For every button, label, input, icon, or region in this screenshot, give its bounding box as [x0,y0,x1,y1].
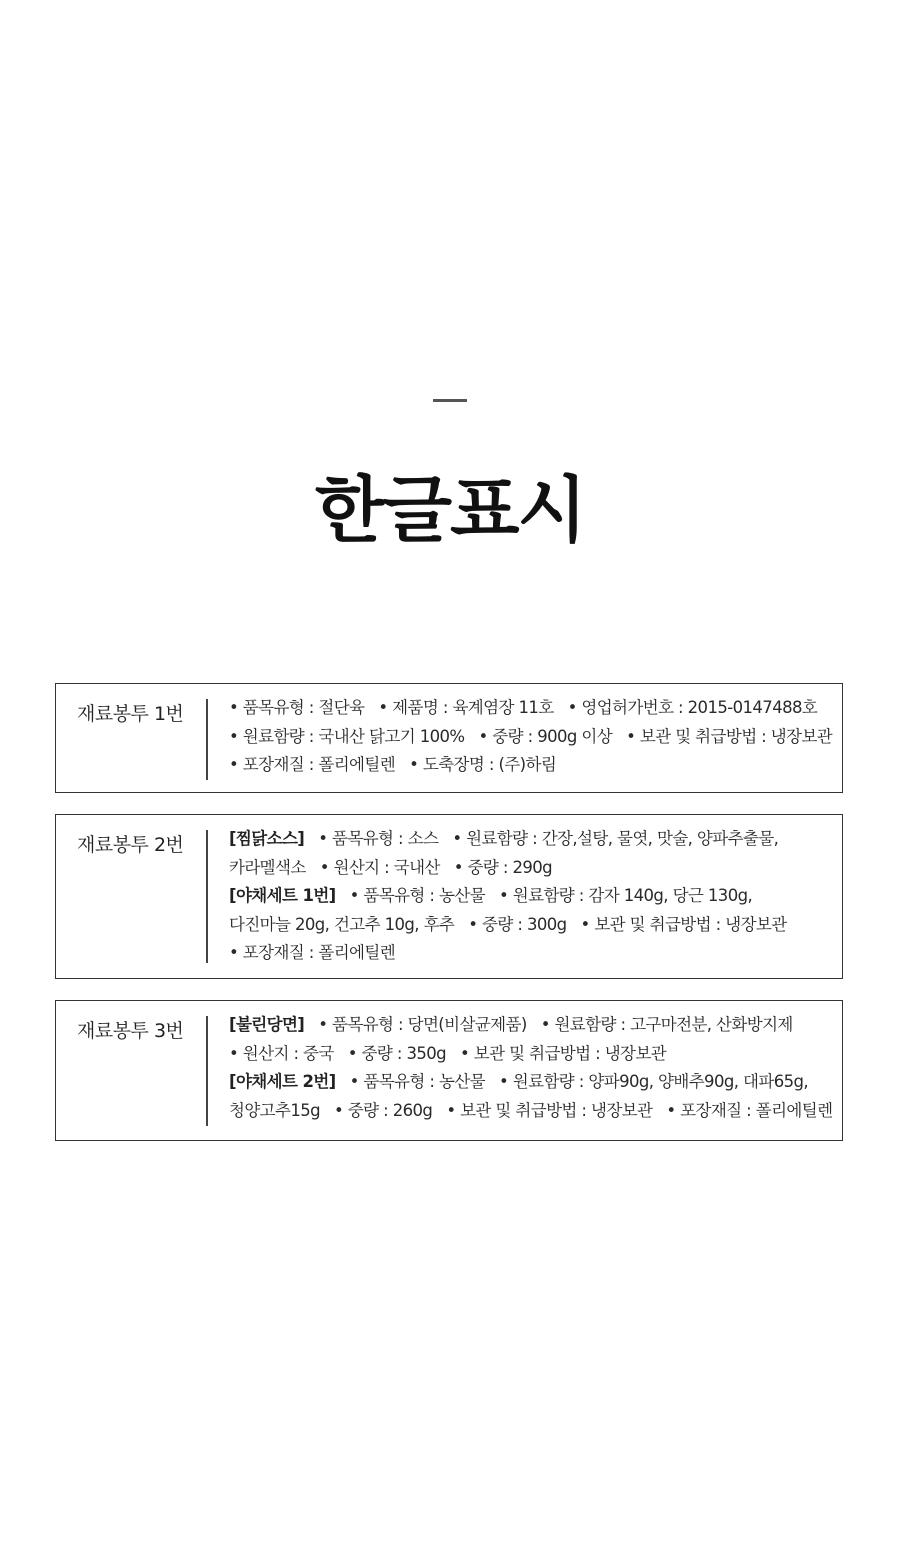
info-line [229,1011,838,1040]
info-item: • 중량 : 300g [468,914,567,934]
info-item: • 원료함량 : 감자 140g, 당근 130g, [499,886,753,905]
box-label: 재료봉투 2번 [77,834,184,856]
info-line [229,882,838,911]
box-lines [229,1011,838,1125]
info-item: • 보관 및 취급방법 : 냉장보관 [626,726,833,746]
box-divider [206,830,208,963]
info-item: • 제품명 : 육계염장 11호 [378,698,554,717]
sub-item-heading: [찜닭소스] [229,829,305,848]
info-item: • 원료함량 : 간장,설탕, 물엿, 맛술, 양파추출물, [452,829,779,848]
box-label: 재료봉투 1번 [77,703,184,725]
info-line [229,1068,838,1097]
ingredient-box-1 [55,683,843,793]
info-item: • 원료함량 : 국내산 닭고기 100% [229,726,465,746]
ingredient-box-2 [55,814,843,979]
box-divider [206,1016,208,1126]
info-item: • 원료함량 : 양파90g, 양배추90g, 대파65g, [499,1072,809,1091]
info-line [229,751,838,780]
info-item: • 원료함량 : 고구마전분, 산화방지제 [540,1015,793,1034]
page-title: 한글표시 [314,468,586,552]
box-lines [229,694,838,780]
info-item: • 영업허가번호 : 2015-0147488호 [567,698,818,717]
info-item: • 보관 및 취급방법 : 냉장보관 [446,1100,653,1120]
sub-item-heading: [야채세트 2번] [229,1072,336,1091]
info-item: • 포장재질 : 폴리에틸렌 [666,1100,833,1120]
info-line [229,1040,838,1069]
info-item: • 품목유형 : 당면(비살균제품) [318,1015,527,1034]
box-lines [229,825,838,968]
info-item: • 중량 : 350g [347,1043,447,1063]
info-item: • 품목유형 : 절단육 [229,698,365,717]
info-item: • 품목유형 : 소스 [318,829,439,848]
info-line [229,939,838,968]
info-item: • 품목유형 : 농산물 [349,1072,486,1091]
box-divider [206,699,208,780]
info-item: • 보관 및 취급방법 : 냉장보관 [580,914,787,934]
info-item: • 도축장명 : (주)하림 [409,755,557,774]
info-item: • 원산지 : 국내산 [319,857,440,877]
info-item: • 보관 및 취급방법 : 냉장보관 [460,1043,667,1063]
info-item: • 중량 : 900g 이상 [478,726,613,746]
info-line [229,694,838,723]
ingredient-box-3 [55,1000,843,1141]
info-item: 다진마늘 20g, 건고추 10g, 후추 [229,914,455,934]
info-item: 청양고추15g [229,1100,321,1120]
info-item: • 품목유형 : 농산물 [349,886,486,905]
sub-item-heading: [야채세트 1번] [229,886,336,905]
info-line [229,723,838,752]
box-label: 재료봉투 3번 [77,1020,184,1042]
info-item: • 포장재질 : 폴리에틸렌 [229,943,396,962]
sub-item-heading: [불린당면] [229,1015,305,1034]
info-item: • 중량 : 290g [453,857,553,877]
info-item: • 원산지 : 중국 [229,1043,334,1063]
info-line [229,854,838,883]
info-line [229,825,838,854]
info-line [229,1097,838,1126]
info-line [229,911,838,940]
title-divider [433,399,467,402]
info-item: • 포장재질 : 폴리에틸렌 [229,755,396,774]
info-item: 카라멜색소 [229,857,306,877]
info-item: • 중량 : 260g [334,1100,433,1120]
